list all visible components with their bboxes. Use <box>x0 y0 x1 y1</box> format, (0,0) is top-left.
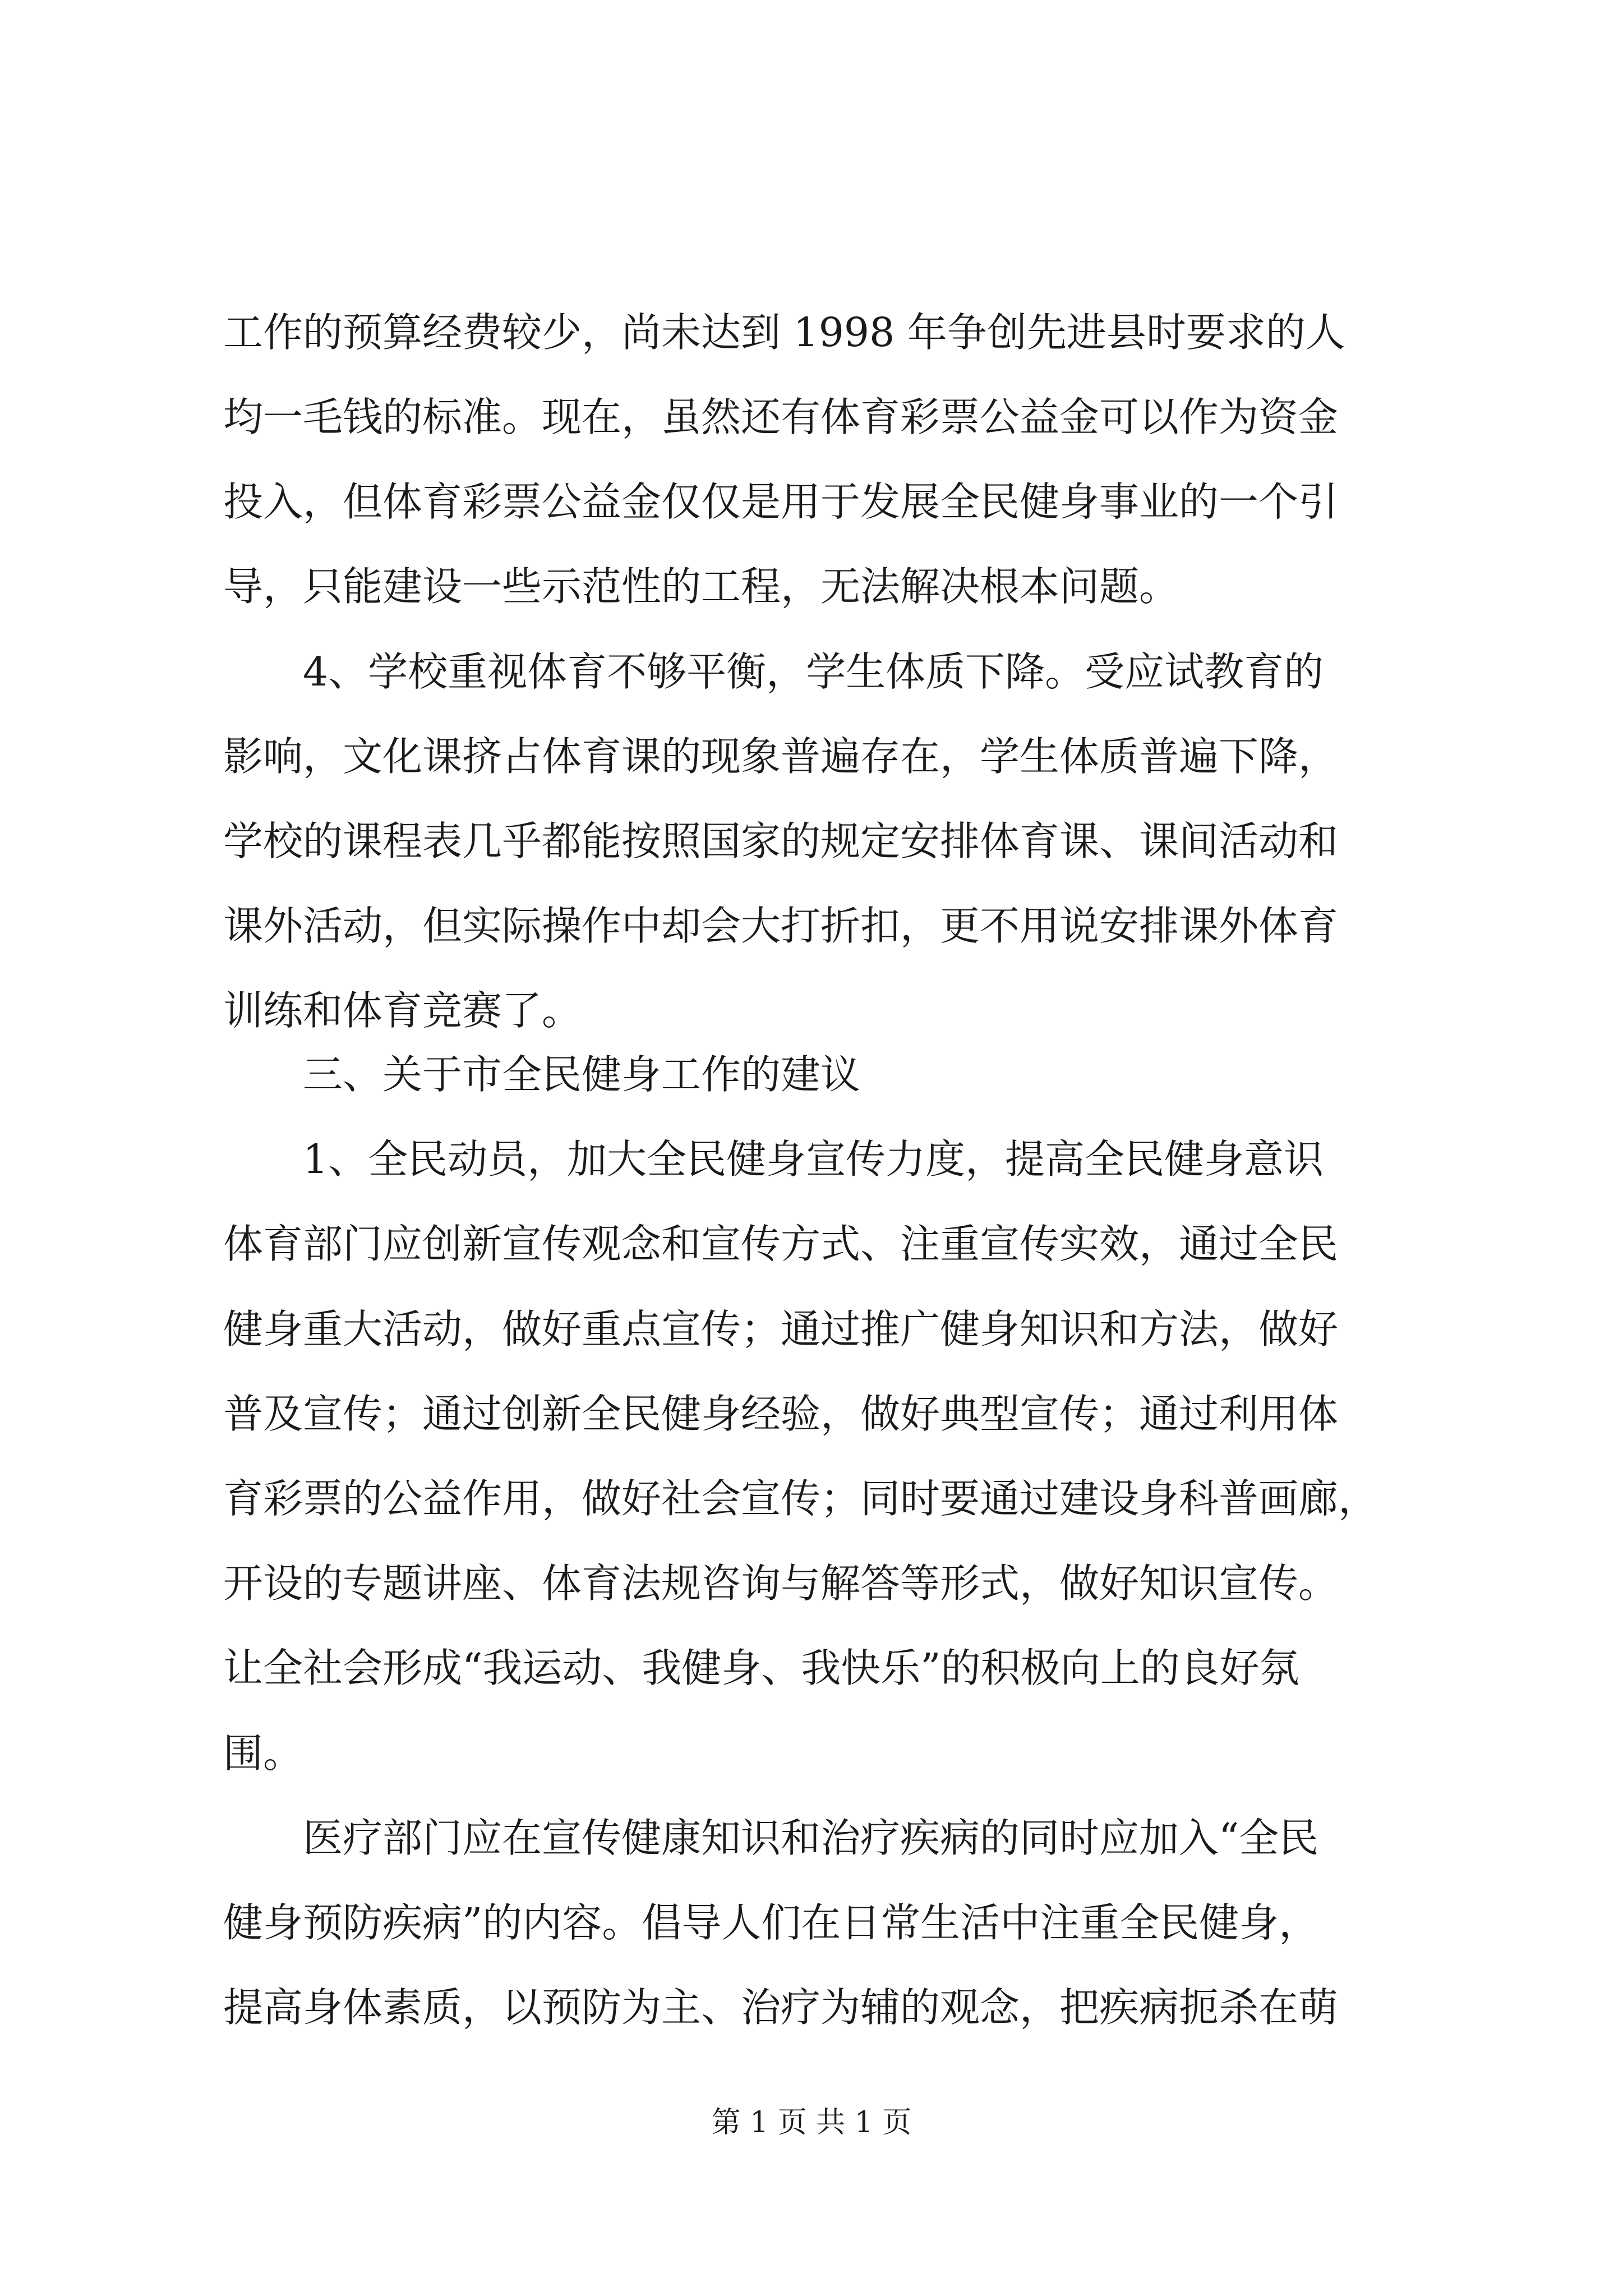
body-line: 提高身体素质，以预防为主、治疗为辅的观念，把疾病扼杀在萌 <box>223 1984 1339 2031</box>
body-line: 工作的预算经费较少，尚未达到 1998 年争创先进县时要求的人 <box>223 309 1345 356</box>
body-line: 均一毛钱的标准。现在，虽然还有体育彩票公益金可以作为资金 <box>223 394 1339 440</box>
section-heading: 三、关于市全民健身工作的建议 <box>303 1051 861 1098</box>
body-line: 导，只能建设一些示范性的工程，无法解决根本问题。 <box>223 563 1179 610</box>
body-line: 普及宣传；通过创新全民健身经验，做好典型宣传；通过利用体 <box>223 1391 1339 1437</box>
body-line: 健身重大活动，做好重点宣传；通过推广健身知识和方法，做好 <box>223 1306 1339 1352</box>
body-line: 健身预防疾病”的内容。倡导人们在日常生活中注重全民健身， <box>223 1899 1319 1946</box>
body-line: 训练和体育竞赛了。 <box>223 987 582 1034</box>
body-line: 课外活动，但实际操作中却会大打折扣，更不用说安排课外体育 <box>223 903 1339 949</box>
page-number-footer: 第 1 页 共 1 页 <box>711 2106 912 2139</box>
body-line: 1、全民动员，加大全民健身宣传力度，提高全民健身意识 <box>303 1136 1324 1182</box>
body-line: 围。 <box>223 1730 303 1777</box>
body-line: 医疗部门应在宣传健康知识和治疗疾病的同时应加入“全民 <box>303 1815 1319 1861</box>
body-line: 开设的专题讲座、体育法规咨询与解答等形式，做好知识宣传。 <box>223 1560 1339 1607</box>
body-line: 体育部门应创新宣传观念和宣传方式、注重宣传实效，通过全民 <box>223 1221 1339 1267</box>
body-line: 学校的课程表几乎都能按照国家的规定安排体育课、课间活动和 <box>223 818 1339 864</box>
body-line: 投入，但体育彩票公益金仅仅是用于发展全民健身事业的一个引 <box>223 478 1339 525</box>
body-line: 影响，文化课挤占体育课的现象普遍存在，学生体质普遍下降， <box>223 733 1339 780</box>
body-line: 育彩票的公益作用，做好社会宣传；同时要通过建设身科普画廊， <box>223 1475 1378 1522</box>
body-line: 让全社会形成“我运动、我健身、我快乐”的积极向上的良好氛 <box>223 1645 1299 1691</box>
body-line: 4、学校重视体育不够平衡，学生体质下降。受应试教育的 <box>303 648 1324 695</box>
